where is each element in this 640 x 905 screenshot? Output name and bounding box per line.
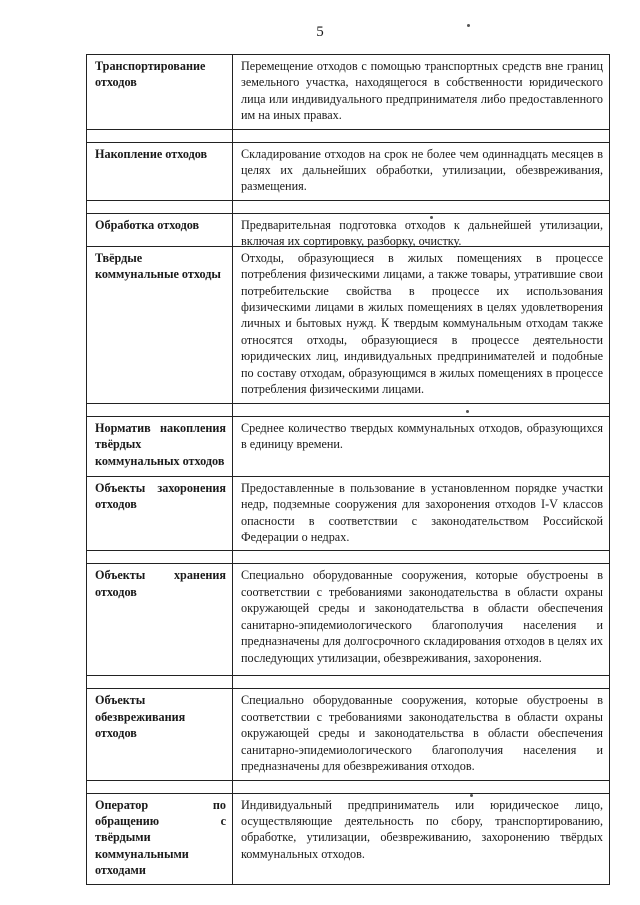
table-row — [87, 246, 610, 403]
definition-cell: Специально оборудованные сооружения, которые обустроены в соответствии с требованиями законодательства в области охраны окружающей среды и законодательства в области обеспечения санитарно-эпидемиологического благополучия населения и предназначены для долгосрочного складирования отходов в целях их последующих утилизации, обезвреживания, захоронения. — [233, 564, 610, 676]
row-gap — [87, 200, 610, 213]
table-row — [87, 476, 610, 551]
scan-speck — [467, 24, 470, 27]
definition-cell: Складирование отходов на срок не более чем одиннадцать месяцев в целях их дальнейших обработки, утилизации, обезвреживания, размещения. — [233, 142, 610, 200]
row-gap — [87, 676, 610, 689]
table-row — [87, 142, 610, 200]
definition-cell: Среднее количество твердых коммунальных отходов, образующихся в единицу времени. — [233, 416, 610, 476]
definition-cell: Индивидуальный предприниматель или юридическое лицо, осуществляющие деятельность по сбору, транспортированию, обработке, утилизации, обезвреживанию, захоронению твёрдых коммунальных отходов. — [233, 793, 610, 884]
definition-cell: Отходы, образующиеся в жилых помещениях в процессе потребления физическими лицами, а также товары, утратившие свои потребительские свойства в процессе их использования физическими лицами в жилых помещениях в целях удовлетворения личных и бытовых нужд. К твердым коммунальным отходам также относятся отходы, образующиеся в процессе деятельности юридических лиц, индивидуальных предпринимателей и подобные по составу отходам, образующимся в жилых помещениях в процессе потребления физическими лицами. — [233, 246, 610, 403]
table-row — [87, 564, 610, 676]
term-cell: Твёрдые коммунальные отходы — [87, 246, 233, 403]
term-cell: Накопление отходов — [87, 142, 233, 200]
table-row — [87, 689, 610, 780]
term-cell: Обработка отходов — [87, 213, 233, 246]
row-gap — [87, 551, 610, 564]
term-cell: Объекты захоронения отходов — [87, 476, 233, 551]
row-gap — [87, 780, 610, 793]
definition-cell — [233, 213, 610, 249]
definition-cell: Перемещение отходов с помощью транспортных средств вне границ земельного участка, находящегося в собственности юридического лица или индивидуального предпринимателя либо предоставленного им на иных правах. — [233, 55, 610, 130]
row-gap — [87, 403, 610, 416]
table-row — [87, 793, 610, 884]
term-cell: Оператор по обращению с твёрдыми коммунальными отходами — [87, 793, 233, 884]
term-cell: Транспортирование отходов — [87, 55, 233, 130]
definition-cell: Специально оборудованные сооружения, которые обустроены в соответствии с требованиями законодательства в области охраны окружающей среды и законодательства в области обеспечения санитарно-эпидемиологического благополучия населения и предназначены для обезвреживания отходов. — [233, 689, 610, 780]
table-row — [87, 416, 610, 476]
term-cell: Норматив накопления твёрдых коммунальных отходов — [87, 416, 233, 476]
definition-cell: Предоставленные в пользование в установленном порядке участки недр, подземные сооружения для захоронения отходов I-V классов опасности в соответствии с законодательством Российской Федерации о недрах. — [233, 476, 610, 551]
term-cell: Объекты хранения отходов — [87, 564, 233, 676]
table-row — [87, 213, 610, 246]
term-cell: Объекты обезвреживания отходов — [87, 689, 233, 780]
row-gap — [87, 129, 610, 142]
page-number: 5 — [316, 24, 324, 40]
definitions-table — [86, 54, 610, 885]
table-row — [87, 55, 610, 130]
definition-text: Предварительная подготовка отходов к дальнейшей утилизации, включая их сортировку, разборку, очистку. — [241, 217, 603, 249]
